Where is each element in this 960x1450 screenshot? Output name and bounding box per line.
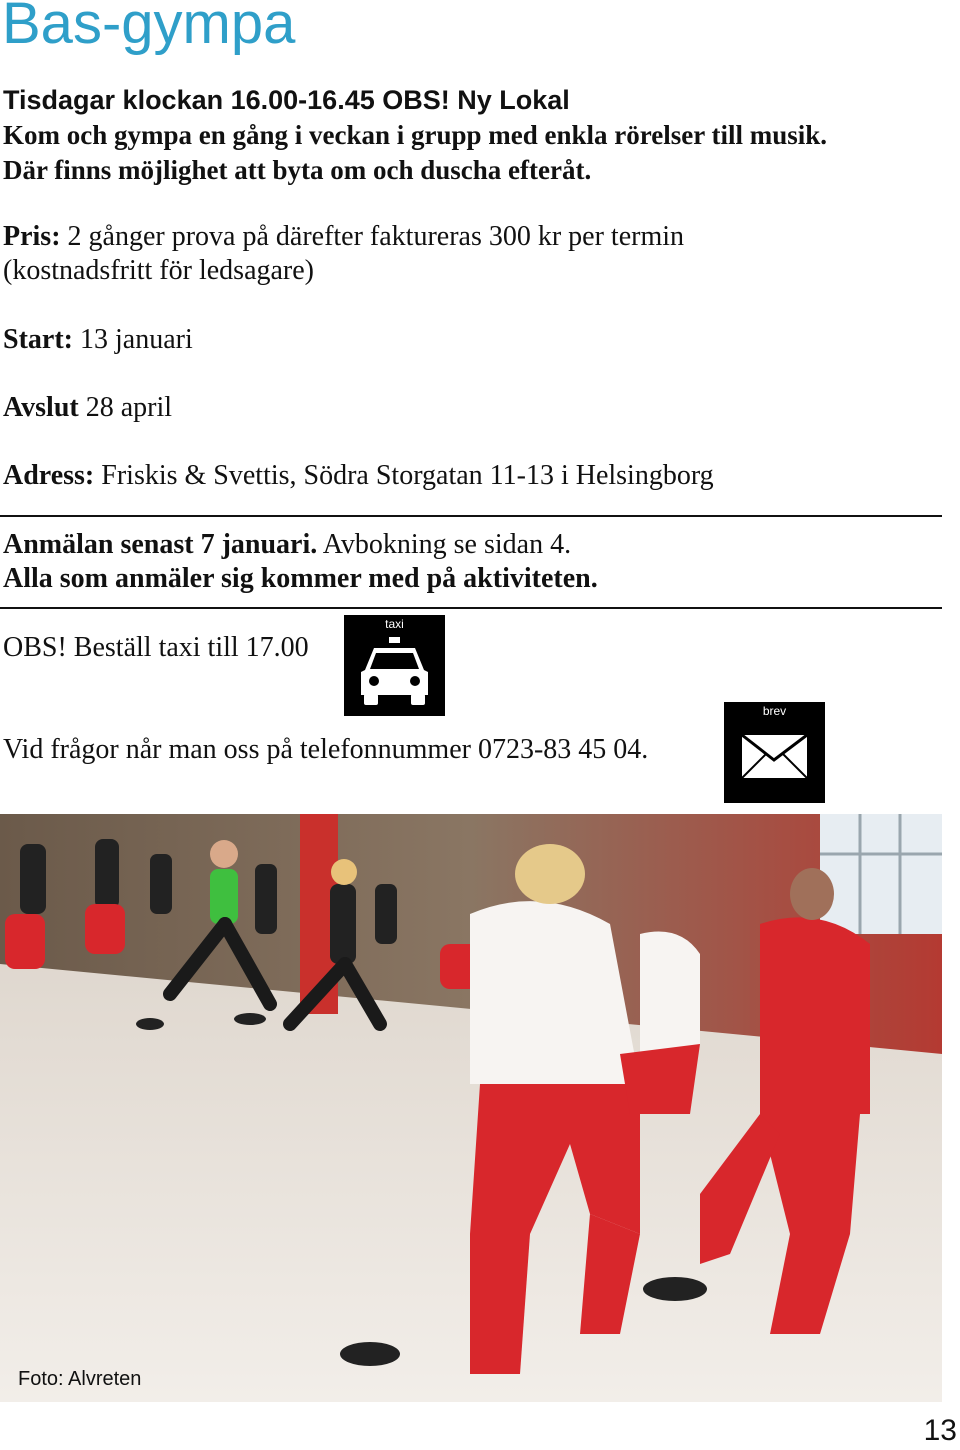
price-label: Pris: — [3, 221, 61, 252]
envelope-icon — [724, 702, 825, 803]
start-value: 13 januari — [79, 324, 193, 355]
letter-pictogram-label: brev — [762, 704, 787, 718]
signup-cancellation: Avbokning se sidan 4. — [322, 529, 572, 560]
price-block — [3, 220, 943, 254]
taxi-label: OBS! — [3, 632, 67, 663]
letter-pictogram — [724, 702, 825, 803]
intro-line-1: Kom och gympa en gång i veckan i grupp med enkla rörelser till musik. — [3, 120, 828, 150]
signup-deadline: Anmälan senast 7 januari. — [3, 529, 318, 560]
schedule-line: Tisdagar klockan 16.00-16.45 OBS! Ny Lokal — [3, 85, 570, 115]
page-title: Bas-gympa — [2, 0, 296, 56]
address-row — [3, 459, 943, 493]
page-number: 13 — [923, 1414, 957, 1447]
start-row — [3, 323, 943, 357]
address-value: Friskis & Svettis, Södra Storgatan 11-13 i Helsingborg — [101, 460, 714, 491]
signup-all-included: Alla som anmäler sig kommer med på aktiviteten. — [3, 563, 598, 594]
taxi-icon — [344, 615, 445, 716]
end-row — [3, 391, 943, 425]
address-label: Adress: — [3, 460, 95, 491]
end-value: 28 april — [85, 392, 173, 423]
taxi-pictogram — [344, 615, 445, 716]
end-label: Avslut — [3, 392, 79, 423]
start-label: Start: — [3, 324, 73, 355]
photo-credit: Foto: Alvreten — [18, 1368, 142, 1390]
taxi-pictogram-label: taxi — [385, 617, 404, 631]
dance-class-image — [0, 814, 942, 1402]
contact-text: Vid frågor når man oss på telefonnummer 0723-83 45 04. — [3, 734, 649, 765]
taxi-row — [3, 631, 343, 665]
divider-bottom — [0, 607, 942, 609]
signup-block — [3, 528, 943, 596]
divider-top — [0, 515, 942, 517]
taxi-text: Beställ taxi till 17.00 — [73, 632, 309, 663]
price-note: (kostnadsfritt för ledsagare) — [3, 255, 314, 286]
price-text: 2 gånger prova på därefter faktureras 300 kr per termin — [67, 221, 685, 252]
intro-text — [3, 118, 943, 188]
intro-line-2: Där finns möjlighet att byta om och duscha efteråt. — [3, 155, 592, 185]
dance-photo — [0, 814, 942, 1402]
